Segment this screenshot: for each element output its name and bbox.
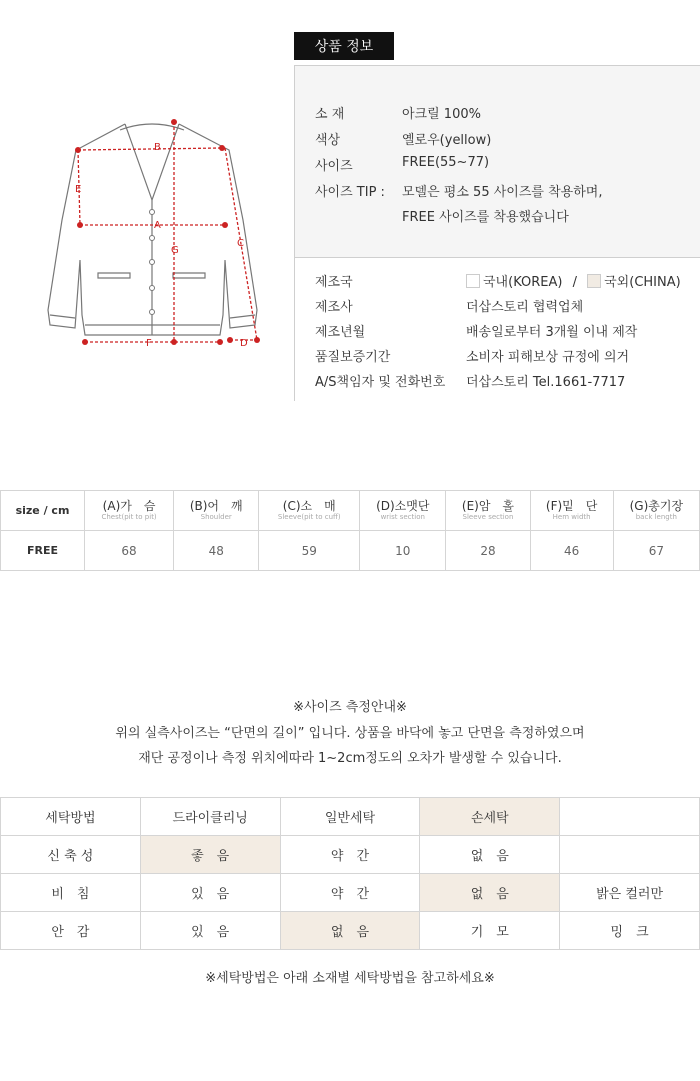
care-note: ※세탁방법은 아래 소재별 세탁방법을 참고하세요※ <box>205 971 495 986</box>
care-cell <box>560 798 700 836</box>
size-value-b: 48 <box>174 531 259 571</box>
size-header-d: (D)소맷단 wrist section <box>360 491 446 531</box>
diagram-label-c: C <box>237 238 244 249</box>
china-checkbox[interactable] <box>587 274 601 288</box>
care-cell-selected: 좋 음 <box>140 836 280 874</box>
table-row <box>1 798 700 836</box>
korea-checkbox[interactable] <box>466 274 480 288</box>
size-value-g: 67 <box>613 531 699 571</box>
notice-line2: 재단 공정이나 측정 위치에따라 1~2cm정도의 오차가 발생할 수 있습니다. <box>138 751 562 766</box>
size-table-header <box>1 491 700 531</box>
care-table <box>0 797 700 950</box>
size-header-g: (G)총기장 back length <box>613 491 699 531</box>
diagram-label-e: E <box>75 184 82 195</box>
notice-title: ※사이즈 측정안내※ <box>293 700 407 715</box>
size-header-a: (A)가 슴 Chest(pit to pit) <box>85 491 174 531</box>
size-value-e: 28 <box>446 531 530 571</box>
care-row-label: 비 침 <box>1 874 141 912</box>
diagram-label-d: D <box>240 338 248 349</box>
size-value-f: 46 <box>530 531 613 571</box>
care-cell: 약 간 <box>280 874 420 912</box>
care-row-label: 안 감 <box>1 912 141 950</box>
size-header-b: (B)어 깨 Shoulder <box>174 491 259 531</box>
size-value-a: 68 <box>85 531 174 571</box>
size-value-d: 10 <box>360 531 446 571</box>
table-row <box>1 531 700 571</box>
care-cell: 일반세탁 <box>280 798 420 836</box>
care-row-label: 세탁방법 <box>1 798 141 836</box>
size-header-c: (C)소 매 Sleeve(pit to cuff) <box>259 491 360 531</box>
size-header-e: (E)암 홀 Sleeve section <box>446 491 530 531</box>
diagram-label-f: F <box>146 338 152 349</box>
care-row-label: 신 축 성 <box>1 836 141 874</box>
product-spec-panel: 소 재 아크릴 100% 색상 옐로우(yellow) 사이즈 FREE(55~77) 사이즈 TIP : 모델은 평소 55 사이즈를 착용하며, FREE 사이즈를 착용했습니다 <box>295 66 700 257</box>
size-table-corner: size / cm <box>1 491 85 531</box>
section-title: 상품 정보 <box>294 32 394 60</box>
diagram-label-g: G <box>171 245 179 256</box>
diagram-label-b: B <box>154 142 161 153</box>
care-cell-selected: 손세탁 <box>420 798 560 836</box>
care-cell <box>560 836 700 874</box>
table-row <box>1 874 700 912</box>
care-cell: 있 음 <box>140 912 280 950</box>
care-cell: 있 음 <box>140 874 280 912</box>
care-cell-selected: 없 음 <box>280 912 420 950</box>
size-value-c: 59 <box>259 531 360 571</box>
size-table <box>0 490 700 571</box>
table-row <box>1 836 700 874</box>
care-cell: 약 간 <box>280 836 420 874</box>
care-cell: 밍 크 <box>560 912 700 950</box>
table-row <box>1 912 700 950</box>
care-cell: 밝은 컬러만 <box>560 874 700 912</box>
size-row-label: FREE <box>1 531 85 571</box>
notice-line1: 위의 실측사이즈는 “단면의 길이” 입니다. 상품을 바닥에 놓고 단면을 측정하였으며 <box>115 726 585 741</box>
diagram-label-a: A <box>154 220 161 231</box>
care-cell: 기 모 <box>420 912 560 950</box>
size-tip-line2: FREE 사이즈를 착용했습니다 <box>402 210 569 225</box>
garment-size-diagram <box>40 110 270 360</box>
size-header-f: (F)밑 단 Hem width <box>530 491 613 531</box>
care-cell-selected: 없 음 <box>420 874 560 912</box>
manufacturer-panel: 제조국 국내(KOREA) / 국외(CHINA) 제조사 더삽스토리 협력업체 제조년월 배송일로부터 3개월 이내 제작 품질보증기간 소비자 피해보상 규정에 의거 A/S책임자 및 전화번호 더삽스토리 Tel.1661-7717 <box>295 257 700 402</box>
care-cell: 없 음 <box>420 836 560 874</box>
care-cell: 드라이클리닝 <box>140 798 280 836</box>
product-info-box <box>294 65 700 401</box>
